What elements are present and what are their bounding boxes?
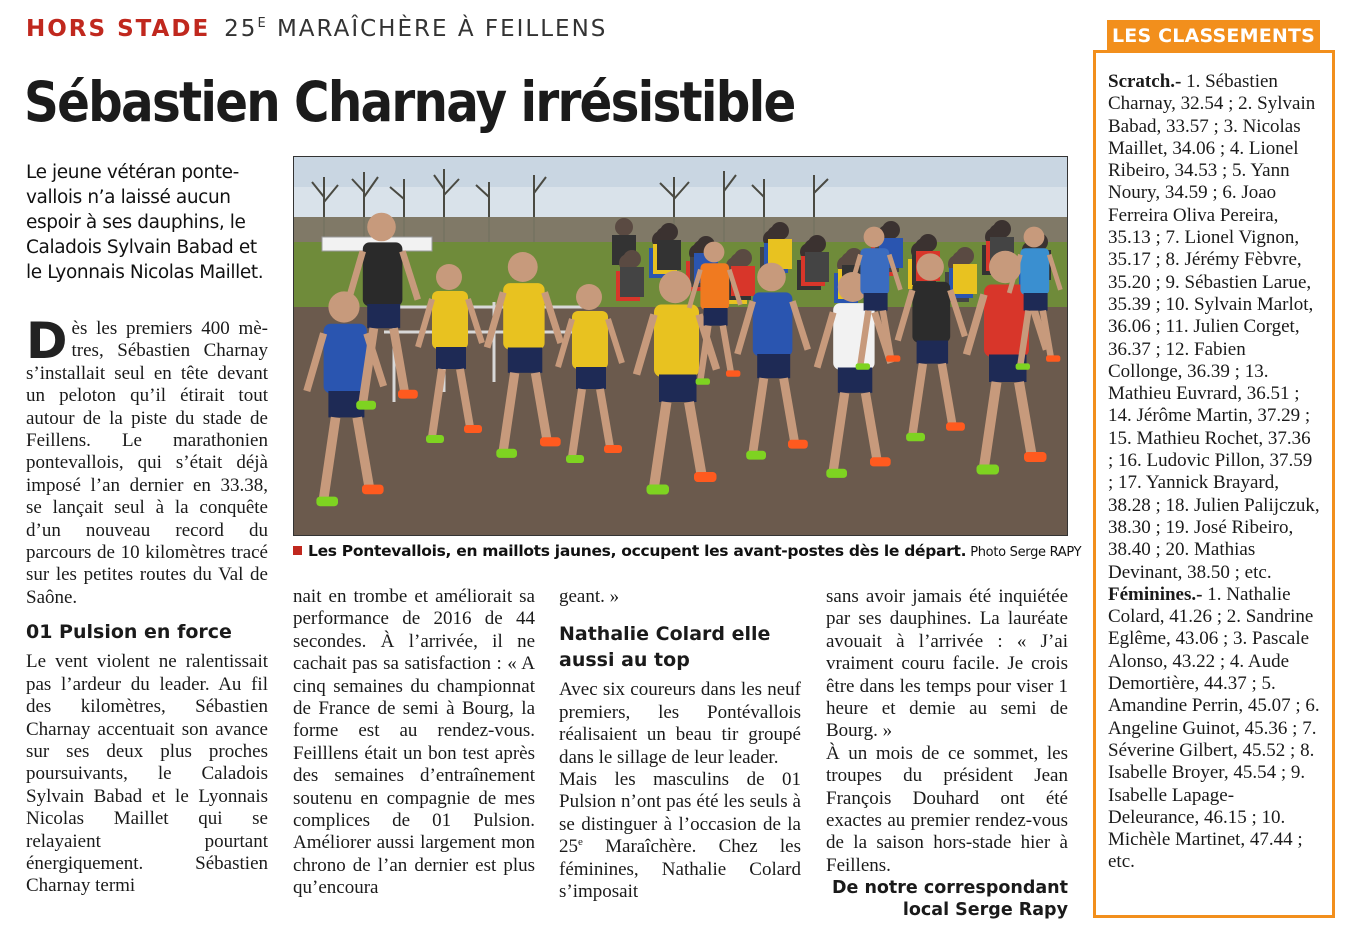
article-paragraph: sans avoir jamais été inquiétée par ses dauphines. La lauréate avouait à l’arrivée : « J’ai vraiment couru facile. Je crois être dans les temps pour viser 1 heure et demie au semi de Bourg. » [826,586,1068,742]
scratch-results: 1. Sébastien Charnay, 32.54 ; 2. Sylvain Babad, 33.57 ; 3. Nicolas Maillet, 34.06 ; 4. Lionel Ribeiro, 34.53 ; 5. Yann Noury, 34.59 ; 6. Joao Ferreira Oliva Pereira, 35.13 ; 7. Lionel Vignon, 35.17 ; 8. Jérémy Fèbvre, 35.20 ; 9. Sébastien Larue, 35.39 ; 10. Sylvain Marlot, 36.06 ; 11. Julien Corget, 36.37 ; 12. Fabien Collonge, 36.39 ; 13. Mathieu Euvrard, 36.51 ; 14. Jérôme Martin, 37.29 ; 15. Mathieu Rochet, 37.36 ; 16. Ludovic Pillon, 37.59 ; 17. Yannick Brayard, 38.28 ; 18. Julien Palijczuk, 38.30 ; 19. José Ribeiro, 38.40 ; 20. Mathias Devinant, 38.50 ; etc. [1108,71,1320,583]
event-label [224,16,607,42]
scratch-label: Scratch.- [1108,71,1182,92]
article-paragraph: À un mois de ce sommet, les troupes du président Jean François Douhard ont été exactes au premier rendez-vous de la saison hors-stade hier à Feillens. [826,742,1068,876]
article-paragraph: nait en trombe et améliorait sa performance de 2016 de 44 secondes. À l’arrivée, il ne cachait pas sa satisfaction : « A cinq semaines du championnat de France de semi à Bourg, la forme est au rendez-vous. Feilllens était un bon test après des semaines d’entraînement soutenu en compagnie de mes complices de 01 Pulsion. Améliorer aussi largement mon chrono de l’an dernier est plus qu’encoura [293,586,535,899]
photo-caption [293,542,1082,560]
background-runner-head [615,218,633,236]
caption-marker [293,546,302,555]
lead-paragraph: Le jeune vétéran pontevallois n’a laissé aucun espoir à ses dauphins, le Caladois Sylvain Babad et le Lyonnais Nicolas Maillet. [26,162,264,283]
background-runner-head [734,249,752,267]
background-runner-head [771,222,789,240]
background-runner-body [620,267,644,297]
background-runner-head [623,250,641,268]
article-paragraph [26,312,268,609]
feminines-label: Féminines.- [1108,583,1203,605]
event-number: 25 [224,16,258,42]
race-start-illustration [294,157,1068,536]
article-paragraph: geant. » [559,586,620,607]
byline-line-2: local Serge Rapy [902,900,1068,921]
background-runner-head [660,223,678,241]
article-paragraph: Le vent violent ne ralentissait pas l’ardeur du leader. Au fil des kilomètres, Sébastien Charnay accentuait son avance sur ses deux plus proches poursuivants, le Caladois Sylvain Babad et le Lyonnais Nicolas Maillet qui se relayaient pourtant énergiquement. Sébastien Charnay termi [26,651,268,897]
background-runner-body [805,252,829,282]
byline [826,877,1068,921]
byline-line-1: De notre correspondant [831,878,1068,899]
event-name: MARAÎCHÈRE À FEILLENS [267,16,608,42]
drop-cap: D [26,312,68,370]
background-runner-body [953,264,977,294]
article-column-2 [293,586,535,900]
feminines-results: 1. Nathalie Colard, 41.26 ; 2. Sandrine Eglême, 43.06 ; 3. Pascale Alonso, 43.22 ; 4. Aude Demortière, 44.37 ; 5. Amandine Perrin, 45.07 ; 6. Angeline Guinot, 45.36 ; 7. Séverine Gilbert, 45.52 ; 8. Isabelle Broyer, 45.54 ; 9. Isabelle Lapage-Deleurance, 46.15 ; 10. Michèle Martinet, 47.44 ; etc. [1108,583,1320,873]
background-runner-head [993,220,1011,238]
background-runner-head [919,234,937,252]
race-start-photo [293,156,1068,536]
background-runner-head [956,247,974,265]
article-column-4 [826,586,1068,921]
results-sidebar [1093,50,1335,918]
article-paragraph [559,769,801,903]
paragraph-text: ès les premiers 400 mètres, Sébastien Charnay s’installait seul en tête devant un peloton qu’il étirait tout autour de la piste du stade de Feillens. Le marathonien pontevallois, qui s’était déjà imposé l’an dernier en 33.38, se lançait seul à la conquête d’un nouveau record du parcours de 10 kilomètres tracé sur les petites routes du Val de Saône. [26,318,268,608]
subheading-pulsion: 01 Pulsion en force [26,621,232,644]
event-ordinal: E [257,16,268,31]
results-tab: LES CLASSEMENTS [1107,20,1320,52]
subheading-colard: Nathalie Colard elle aussi au top [559,623,771,672]
article-column-1 [26,312,268,898]
article-column-3 [559,586,801,903]
article-kicker [26,16,607,46]
paragraph-text: Maraîchère. Chez les féminines, Nathalie Colard s’imposait [559,836,801,903]
article-paragraph: Avec six coureurs dans les neuf premiers, les Pontévallois réalisaient un beau tir groupé dans le sillage de leur leader. [559,679,801,768]
ordinal-sup: e [578,836,583,849]
photo-credit: Photo Serge RAPY [970,545,1082,560]
results-list [1108,71,1320,874]
background-runner-head [808,235,826,253]
rubric-label: HORS STADE [26,16,211,42]
background-runner-body [657,240,681,270]
headline: Sébastien Charnay irrésistible [24,70,795,134]
caption-text: Les Pontevallois, en maillots jaunes, occupent les avant-postes dès le départ. [308,542,967,560]
background-runner-head [882,221,900,239]
paragraph-text: Mais les masculins de 01 Pulsion n’ont pas été les seuls à se distinguer à l’occasion de la 25 [559,769,801,858]
